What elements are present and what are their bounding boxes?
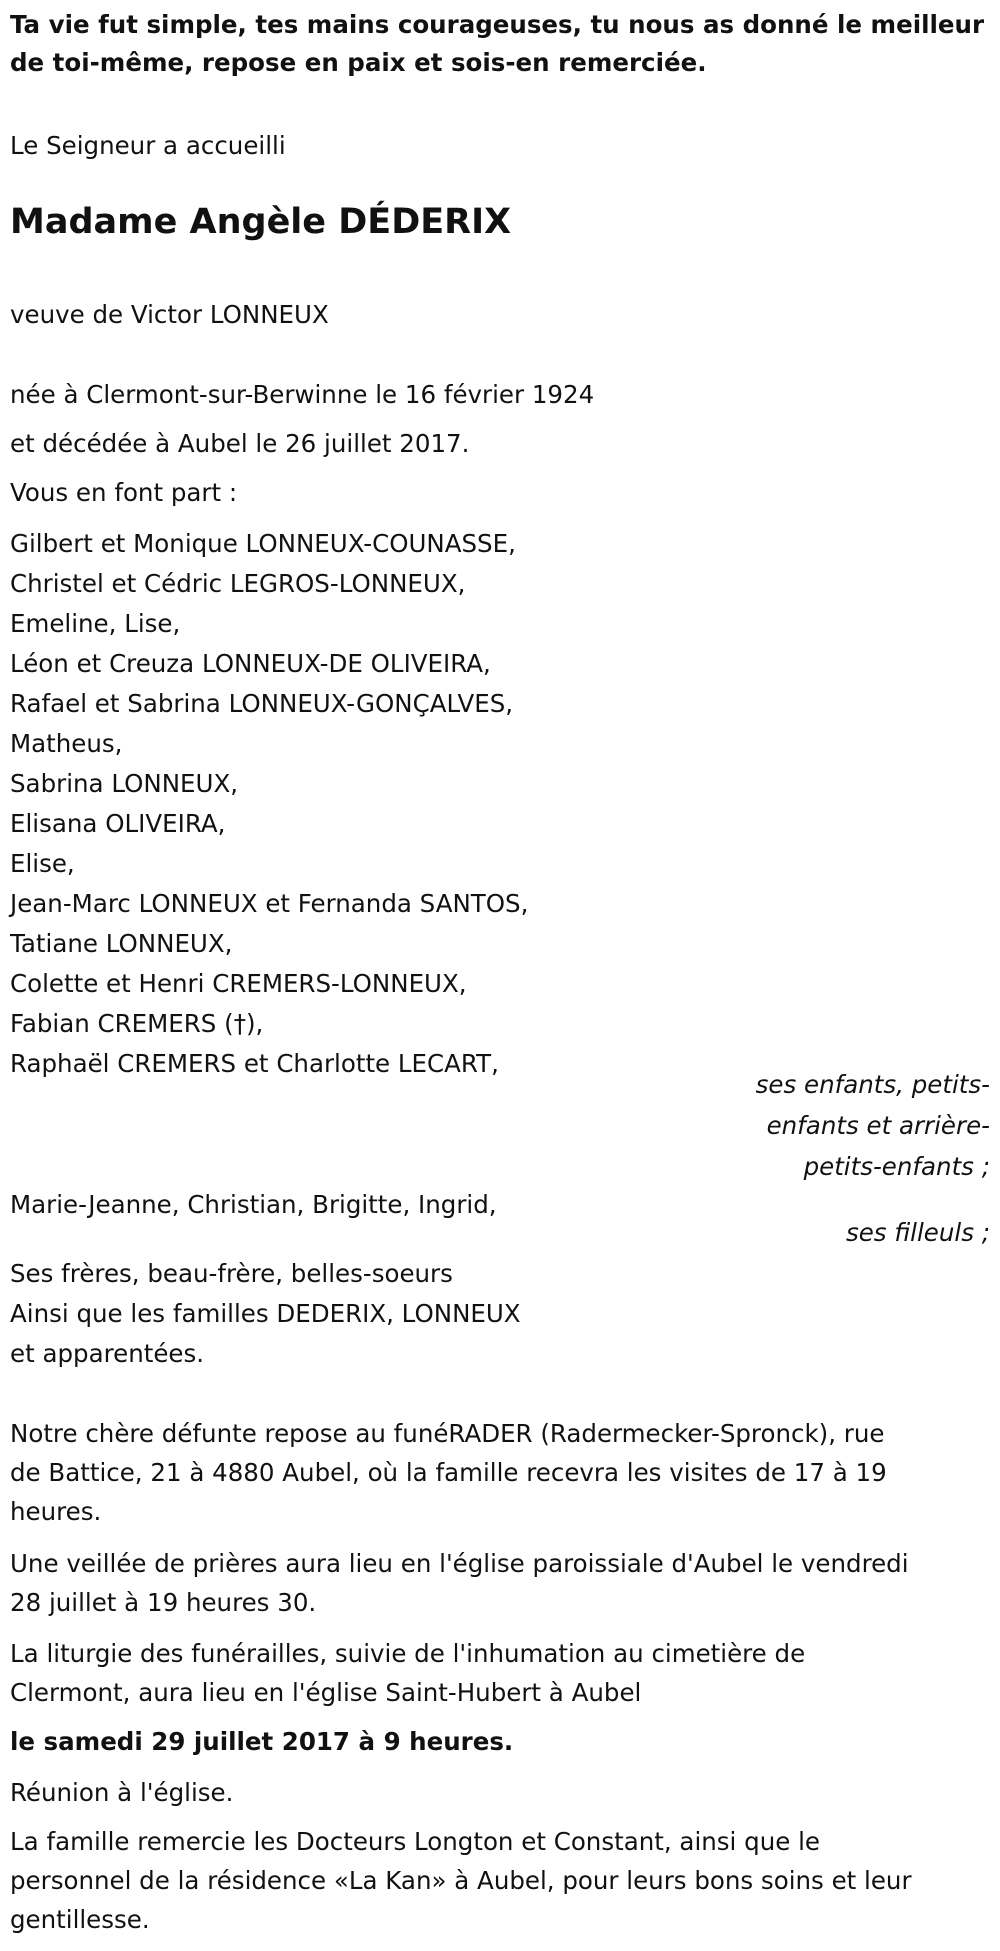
list-item: Gilbert et Monique LONNEUX-COUNASSE, bbox=[10, 529, 516, 558]
funeral-date: le samedi 29 juillet 2017 à 9 heures. bbox=[10, 1727, 514, 1756]
list-item: Elisana OLIVEIRA, bbox=[10, 809, 226, 838]
widow-of-text: veuve de Victor LONNEUX bbox=[10, 300, 329, 329]
siblings-line-2: Ainsi que les familles DEDERIX, LONNEUX bbox=[10, 1299, 521, 1328]
list-item: Jean-Marc LONNEUX et Fernanda SANTOS, bbox=[10, 889, 529, 918]
godchildren-role bbox=[846, 1212, 990, 1253]
liturgy-paragraph bbox=[10, 1634, 995, 1712]
godchildren-role-text: ses filleuls ; bbox=[845, 1218, 990, 1247]
rests-line-3: heures. bbox=[10, 1497, 102, 1526]
rests-line-1: Notre chère défunte repose au funéRADER (Radermecker-Spronck), rue bbox=[10, 1419, 885, 1448]
list-item: Matheus, bbox=[10, 729, 123, 758]
announce-text: Vous en font part : bbox=[10, 478, 238, 507]
deceased-name: Madame Angèle DÉDERIX bbox=[10, 202, 512, 242]
rests-line-2: de Battice, 21 à 4880 Aubel, où la famille recevra les visites de 17 à 19 bbox=[10, 1458, 887, 1487]
intro-line-1: Ta vie fut simple, tes mains courageuses, tu nous as donné le meilleur bbox=[10, 10, 985, 39]
list-item: Léon et Creuza LONNEUX-DE OLIVEIRA, bbox=[10, 649, 491, 678]
welcomed-text: Le Seigneur a accueilli bbox=[10, 131, 286, 160]
list-item: Christel et Cédric LEGROS-LONNEUX, bbox=[10, 569, 466, 598]
list-item: Rafael et Sabrina LONNEUX-GONÇALVES, bbox=[10, 689, 514, 718]
godchildren-text: Marie-Jeanne, Christian, Brigitte, Ingrid, bbox=[10, 1190, 497, 1219]
vigil-line-1: Une veillée de prières aura lieu en l'église paroissiale d'Aubel le vendredi bbox=[10, 1549, 909, 1578]
rests-paragraph bbox=[10, 1414, 995, 1531]
list-item: Fabian CREMERS (†), bbox=[10, 1009, 264, 1038]
liturgy-line-1: La liturgie des funérailles, suivie de l'inhumation au cimetière de bbox=[10, 1639, 806, 1668]
list-item: Colette et Henri CREMERS-LONNEUX, bbox=[10, 969, 467, 998]
family-role-line-3: petits-enfants ; bbox=[803, 1152, 990, 1181]
siblings-line-3: et apparentées. bbox=[10, 1339, 205, 1368]
death-text: et décédée à Aubel le 26 juillet 2017. bbox=[10, 429, 470, 458]
vigil-line-2: 28 juillet à 19 heures 30. bbox=[10, 1588, 317, 1617]
thanks-line-3: gentillesse. bbox=[10, 1905, 150, 1934]
thanks-line-1: La famille remercie les Docteurs Longton et Constant, ainsi que le bbox=[10, 1827, 820, 1856]
family-role-line-1: ses enfants, petits- bbox=[755, 1070, 990, 1099]
list-item: Tatiane LONNEUX, bbox=[10, 929, 233, 958]
list-item: Elise, bbox=[10, 849, 75, 878]
list-item: Raphaël CREMERS et Charlotte LECART, bbox=[10, 1049, 499, 1078]
family-role bbox=[756, 1064, 990, 1187]
meeting-text: Réunion à l'église. bbox=[10, 1778, 234, 1807]
thanks-line-2: personnel de la résidence «La Kan» à Aubel, pour leurs bons soins et leur bbox=[10, 1866, 912, 1895]
list-item: Sabrina LONNEUX, bbox=[10, 769, 239, 798]
family-list bbox=[10, 524, 528, 1084]
list-item: Emeline, Lise, bbox=[10, 609, 181, 638]
liturgy-line-2: Clermont, aura lieu en l'église Saint-Hubert à Aubel bbox=[10, 1678, 642, 1707]
family-role-line-2: enfants et arrière- bbox=[766, 1111, 990, 1140]
vigil-paragraph bbox=[10, 1544, 995, 1622]
siblings-line-1: Ses frères, beau-frère, belles-soeurs bbox=[10, 1259, 453, 1288]
thanks-paragraph bbox=[10, 1822, 995, 1939]
birth-text: née à Clermont-sur-Berwinne le 16 février 1924 bbox=[10, 380, 595, 409]
intro-verse bbox=[10, 6, 995, 82]
siblings-block bbox=[10, 1254, 995, 1374]
intro-line-2: de toi-même, repose en paix et sois-en remerciée. bbox=[10, 48, 707, 77]
